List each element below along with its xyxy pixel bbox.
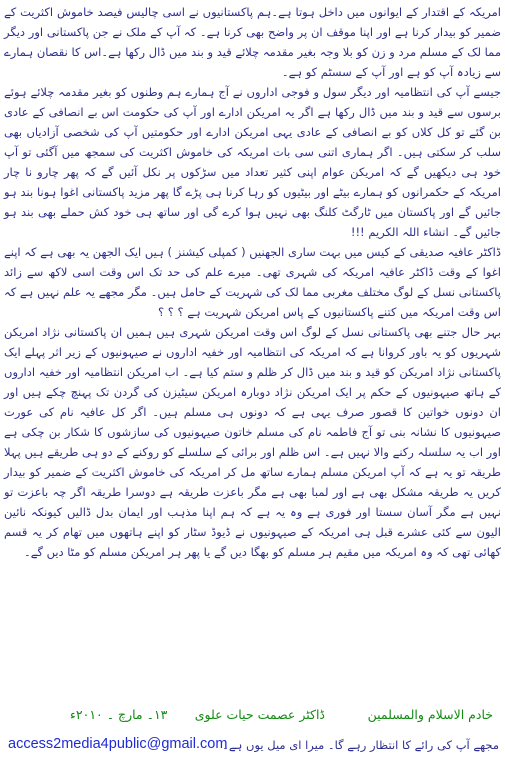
signature-line <box>0 707 505 729</box>
article-paragraph: امریکہ کے اقتدار کے ایوانوں میں داخل ہوتا ہے۔ہم پاکستانیوں نے اسی چالیس فیصد خاموش اکثریت کے ضمیر کو بیدار کرنا ہے اور اپنا موقف ان پر واضح بھی کرنا ہے۔ کہ آپ کے ملک نے جن پاکستانی اور دیگر مما لک کے مسلم مرد و زن کو بلا وجہ بغیر مقدمہ چلائے قید و بند میں ڈال رکھا ہے۔اس کا نقصان ہمارے سے زیادہ آپ کو ہے اور آپ کے سسٹم کو ہے۔ <box>4 5 501 79</box>
signature-author: ڈاکٹر عصمت حیات علوی <box>194 707 325 722</box>
article-paragraph: بہر حال جتنے بھی پاکستانی نسل کے لوگ اس وقت امریکن شہری ہیں ہمیں ان پاکستانی نژاد امریکن شہریوں کو یہ باور کروانا ہے کہ امریکہ کی انتظامیہ اور خفیہ اداروں نے صیہونیوں کے زیر اثر پہلے ایک پاکستانی نژاد امریکن کو قید و بند میں ڈال کر ظلم و ستم کیا ہے۔ اب امریکن انتظامیہ اور خفیہ اداروں کے ہاتھ صیہونیوں کے حکم پر ایک امریکن نژاد دوبارہ امریکن سیٹیزن کی گردن تک پہنچ چکے ہیں اور ان دونوں خواتین کا قصور صرف یہی ہے کہ دونوں ہی مسلم ہیں۔ اگر کل عافیہ نام کی عورت صیہونیوں کا نشانہ بنی تو آج فاطمہ نام کی مسلم خاتون صیہونیوں کی سازشوں کا شکار بن چکی ہے اور اب یہ سلسلہ رکنے والا نہیں ہے۔ اس ظلم اور برائی کے سلسلے کو روکنے کے دو ہی طریقے ہیں پہلا طریقہ تو یہ ہے کہ آپ امریکن مسلم ہمارے ساتھ مل کر امریکہ کی خاموش اکثریت کے ضمیر کو بیدار کریں یہ طریقہ مشکل بھی ہے اور لمبا بھی ہے مگر باعزت طریقہ ہے دوسرا طریقہ اگر چہ باعزت تو نہیں ہے مگر آسان سستا اور فوری ہے وہ یہ ہے کہ ہم اپنا مذہب اور ایمان بدل ڈالیں کیونکہ نائین الیون سے کئی عشرے قبل ہی امریکہ کے صیہونیوں نے ڈیوڈ سٹار کو اپنے ہاتھوں میں تھام کر یہ قسم کھائی تھی کہ وہ امریکہ میں مقیم ہر مسلم کو بھگا دیں گے یا پھر ہر امریکن مسلم کو مٹا دیں گے۔ <box>4 325 501 559</box>
signature-closing: خادم الاسلام والمسلمین <box>367 707 493 722</box>
article-body <box>4 2 501 562</box>
contact-note: مجھے آپ کی رائے کا انتظار رہے گا۔ میرا ای میل یوں ہے۔ <box>222 738 499 752</box>
contact-line <box>0 736 505 760</box>
article-paragraph: جیسے آپ کی انتظامیہ اور دیگر سول و فوجی اداروں نے آج ہمارے ہم وطنوں کو بغیر مقدمہ چلائے ہوئے برسوں سے قید و بند میں ڈال رکھا ہے اگر یہ امریکن ادارے اور آپ کی حکومت اس بے انصافی کے عادی بن گئے تو کل کلاں کو بے انصافی کے عادی یہی امریکن ادارے اور حکومتیں آپ کی شخصی آزادیاں بھی سلب کر سکتی ہیں۔ اگر ہماری اتنی سی بات امریکہ کی خاموش اکثریت کی سمجھ میں آگئی تو آپ خود ہی دیکھیں گے کہ امریکن عوام اپنی کثیر تعداد میں سڑکوں پر نکل آئیں گے کہ پھر چارو نا چار امریکہ کے حکمرانوں کو ہمارے بیٹے اور بیٹیوں کو رہا کرنا ہی پڑے گا پھر مزید پاکستانی اغوا ہونا بند ہو جائیں گے اور پاکستان میں ٹارگٹ کلنگ بھی نہیں ہوا کرے گی اور ساتھ ہی خود کش حملے بھی بند ہو جائیں گے۔ انشاء اللہ الکریم !!! <box>4 85 501 239</box>
signature-date: ۱۳۔ مارچ ۔ ۲۰۱۰ء <box>70 707 168 722</box>
article-paragraph: ڈاکٹر عافیہ صدیقی کے کیس میں بہت ساری الجھنیں ( کمپلی کیشنز ) ہیں ایک الجھن یہ بھی ہے کہ اپنے اغوا کے وقت ڈاکٹر عافیہ امریکہ کی شہری تھی۔ میرے علم کی حد تک اس وقت اسی لاکھ سے زائد پاکستانی نسل کے لوگ مختلف مغربی مما لک کی شہریت کے حامل ہیں۔ مگر مجھے یہ علم نہیں ہے کہ اس وقت امریکہ میں کتنے پاکستانیوں کے پاس امریکن شہریت ہے ؟ ؟ ؟ <box>4 245 501 319</box>
email-link[interactable]: access2media4public@gmail.com <box>8 736 228 752</box>
